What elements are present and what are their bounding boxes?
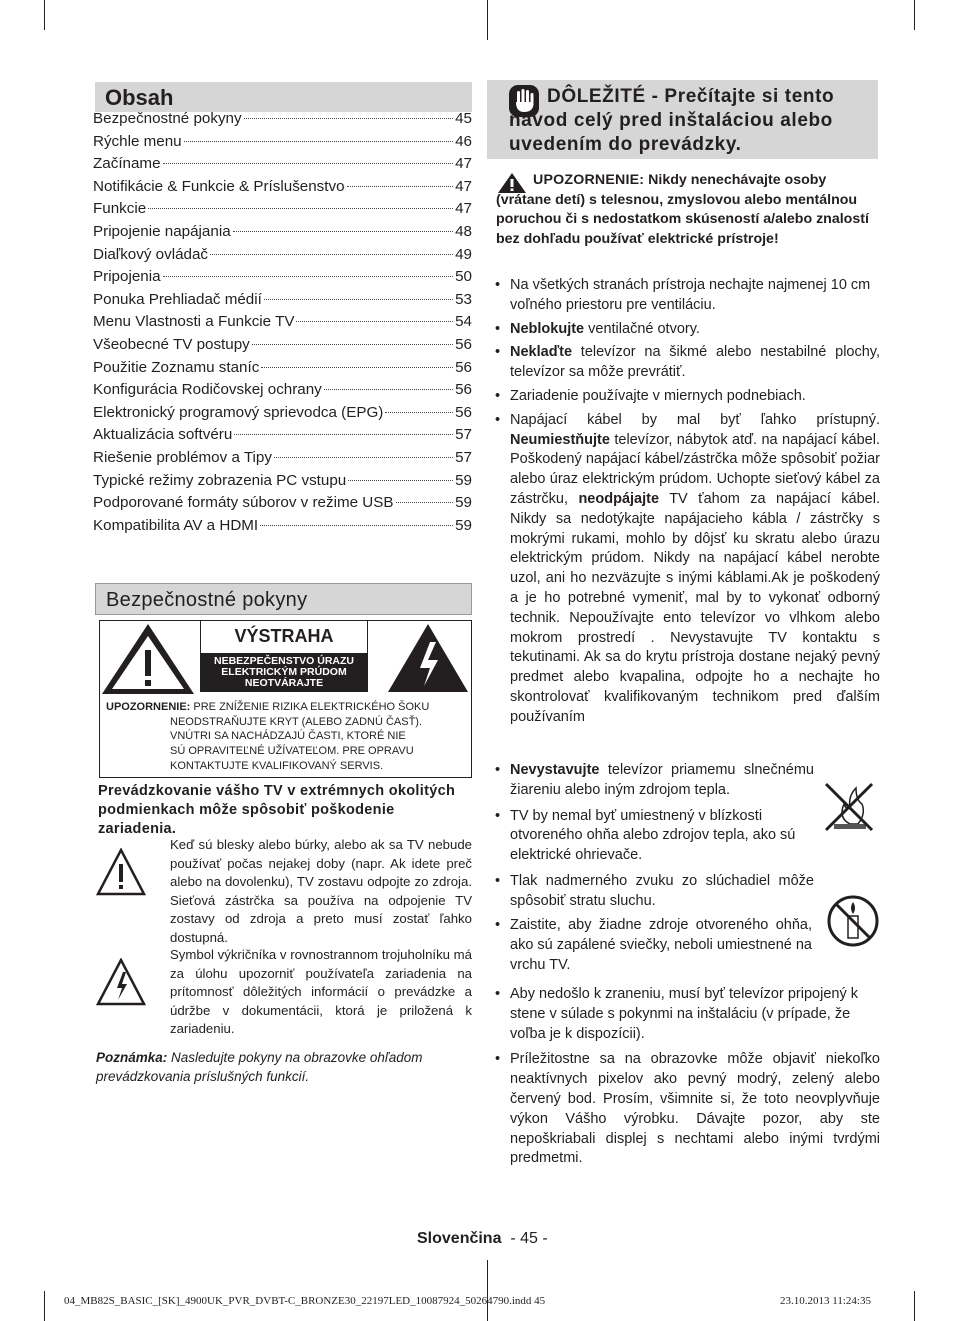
toc-entry-title: Kompatibilita AV a HDMI	[93, 516, 259, 534]
toc-entry-title: Diaľkový ovládač	[93, 245, 209, 263]
toc-entry-title: Aktualizácia softvéru	[93, 426, 233, 444]
list-item: • Príležitostne sa na obrazovke môže objaviť niekoľko neaktívnych pixelov ako pevný modrý, zelený alebo červený bod. Prosím, všimnite si, že toto neovplyvňuje výkon Vášho výrobku. Dávajte pozor, aby ste nepoškriabali displej s nechtami alebo inými tvrdými predmetmi.	[495, 1051, 880, 1167]
footer-language: Slovenčina	[417, 1230, 502, 1247]
danger-line: NEBEZPEČENSTVO ÚRAZU	[213, 655, 354, 667]
list-item: • Zariadenie používajte v miernych podnebiach.	[495, 387, 806, 404]
toc-entry[interactable]	[93, 266, 472, 289]
table-of-contents	[93, 108, 472, 537]
no-candle-icon	[826, 894, 880, 948]
danger-line: NEOTVÁRAJTE	[244, 677, 324, 689]
toc-entry[interactable]	[93, 402, 472, 425]
list-item: • Napájací kábel by mal byť ľahko prístupný. Neumiestňujte televízor, nábytok atď. na napájací kábel. Poškodený napájací kábel/zástrčka môže spôsobiť požiar alebo úraz elektrickým prúdom. Uchopte sieťový kábel za zástrčku, neodpájajte TV ťahom za napájací kábel. Nikdy sa nedotýkajte napájacieho kábla / zástrčky s mokrými rukami, mohlo by dôjsť ku skratu alebo úrazu elektrickým prúdom. Nikdy na napájací kábel nerobte uzol, ani ho nezväzujte s inými káblami.Ak je poškodený a je ho potrebné vymeniť, mal by to vykonať odborný technik. Nepoužívajte ento televízor vo vlhkom alebo mokrom prostredí . Nevystavujte TV kontaktu s tekutinami. Ak sa do krytu prístroja dostane nejaký pevný predmet alebo kvapalina, odpojte ho a nechajte ho skontrolovať kvalifikovaným technikom pred ďalším používaním	[495, 411, 880, 725]
crop-mark	[914, 0, 915, 30]
toc-entry-title: Menu Vlastnosti a Funkcie TV	[93, 313, 295, 331]
toc-entry-page: 57	[455, 448, 472, 466]
toc-entry[interactable]	[93, 108, 472, 131]
toc-entry-page: 45	[455, 110, 472, 127]
warning-title: VÝSTRAHA	[234, 626, 334, 646]
toc-entry-page: 54	[455, 313, 472, 331]
toc-entry[interactable]	[93, 244, 472, 267]
toc-entry-title: Podporované formáty súborov v režime USB	[93, 494, 394, 512]
toc-entry-page: 59	[455, 516, 472, 534]
toc-entry-page: 59	[455, 471, 472, 489]
toc-entry[interactable]	[93, 198, 472, 221]
toc-entry-page: 56	[455, 403, 472, 421]
list-item: • Aby nedošlo k zraneniu, musí byť televízor pripojený k stene v súlade s pokynmi na inštaláciu (v prípade, že voľba je k dispozícii).	[495, 986, 858, 1042]
toc-entry-page: 46	[455, 132, 472, 150]
toc-entry-page: 56	[455, 381, 472, 399]
toc-entry-title: Elektronický programový sprievodca (EPG)	[93, 403, 384, 421]
toc-entry-page: 57	[455, 426, 472, 444]
crop-mark	[44, 1291, 45, 1321]
toc-entry-title: Rýchle menu	[93, 132, 182, 150]
toc-entry-page: 47	[455, 177, 472, 195]
list-item: • Tlak nadmerného zvuku zo slúchadiel môže spôsobiť stratu sluchu.	[495, 872, 814, 909]
toc-entry-page: 49	[455, 245, 472, 263]
exclamation-triangle-icon	[96, 848, 146, 896]
toc-entry[interactable]	[93, 424, 472, 447]
page-number: - 45 -	[510, 1230, 548, 1247]
toc-entry-title: Typické režimy zobrazenia PC vstupu	[93, 471, 347, 489]
caution-line: PRE ZNÍŽENIE RIZIKA ELEKTRICKÉHO ŠOKU	[193, 701, 430, 713]
lightning-triangle-icon	[96, 958, 146, 1006]
crop-mark	[44, 0, 45, 30]
list-item: • Neblokujte ventilačné otvory.	[495, 320, 700, 337]
toc-entry-title: Začíname	[93, 155, 161, 173]
caution-line: SÚ OPRAVITEĽNÉ UŽÍVATEĽOM. PRE OPRAVU	[170, 745, 414, 758]
toc-entry-page: 47	[455, 155, 472, 173]
toc-heading: Obsah	[105, 85, 174, 110]
toc-entry-title: Pripojenie napájania	[93, 222, 231, 240]
list-item: • Neklaďte televízor na šikmé alebo nestabilné plochy, televízor sa môže prevrátiť.	[495, 344, 880, 381]
toc-entry-page: 56	[455, 335, 472, 353]
safety-list	[492, 985, 880, 1169]
safety-heading-bar	[95, 583, 472, 615]
crop-mark	[487, 0, 488, 40]
safety-list	[492, 276, 880, 728]
caution-text: Nikdy nenechávajte osoby (vrátane detí) s telesnou, zmyslovou alebo mentálnou poruchou či s nedostatkom skúseností a/alebo znalostí bez dohľadu používať elektrické prístroje!	[496, 172, 869, 247]
important-heading: DÔLEŽITÉ - Prečítajte si tento návod celý pred inštaláciou alebo uvedením do prevádzky.	[509, 86, 835, 155]
list-item: • Zaistite, aby žiadne zdroje otvoreného ohňa, ako sú zapálené sviečky, neboli umiestnené na vrchu TV.	[495, 917, 813, 973]
toc-entry-page: 50	[455, 268, 472, 286]
print-file-info: 04_MB82S_BASIC_[SK]_4900UK_PVR_DVBT-C_BRONZE30_22197LED_10087924_50264790.indd 45	[64, 1295, 546, 1307]
caution-line: KONTAKTUJTE KVALIFIKOVANÝ SERVIS.	[170, 759, 384, 772]
print-date-info: 23.10.2013 11:24:35	[780, 1295, 871, 1307]
danger-label	[201, 653, 367, 691]
toc-entry[interactable]	[93, 311, 472, 334]
toc-entry[interactable]	[93, 221, 472, 244]
caution-label: UPOZORNENIE:	[533, 172, 645, 188]
toc-entry[interactable]	[93, 289, 472, 312]
safety-heading: Bezpečnostné pokyny	[106, 589, 308, 611]
caution-line: VNÚTRI SA NACHÁDZAJÚ ČASTI, KTORÉ NIE	[170, 730, 406, 743]
lightning-triangle-icon	[386, 622, 470, 694]
toc-entry[interactable]	[93, 131, 472, 154]
toc-entry-title: Pripojenia	[93, 268, 161, 286]
crop-mark	[914, 1291, 915, 1321]
toc-entry-page: 48	[455, 222, 472, 240]
toc-entry-title: Ponuka Prehliadač médií	[93, 290, 262, 308]
note-text: Nasledujte pokyny na obrazovke ohľadom prevádzkovania príslušných funkcií.	[96, 1050, 423, 1084]
list-item: • TV by nemal byť umiestnený v blízkosti otvoreného ohňa alebo zdrojov tepla, ako sú elektrické ohrievače.	[495, 807, 796, 864]
list-item: • Na všetkých stranách prístroja nechajte najmenej 10 cm voľného priestoru pre ventiláciu.	[495, 277, 871, 313]
toc-entry[interactable]	[93, 334, 472, 357]
no-heat-source-icon	[820, 778, 878, 834]
toc-entry-title: Bezpečnostné pokyny	[93, 110, 242, 127]
toc-entry-title: Použitie Zoznamu staníc	[93, 358, 260, 376]
operating-conditions-heading: Prevádzkovanie vášho TV v extrémnych okolitých podmienkach môže spôsobiť poškodenie zariadenia.	[98, 783, 456, 837]
toc-entry-page: 59	[455, 494, 472, 512]
list-item: • Nevystavujte televízor priamemu slnečnému žiareniu alebo iným zdrojom tepla.	[495, 762, 814, 798]
toc-entry[interactable]	[93, 470, 472, 493]
safety-list	[492, 761, 814, 918]
symbol-paragraph: Symbol výkričníka v rovnostrannom trojuholníku má za úlohu upozorniť používateľa zariadenia na prítomnosť dôležitých informácií o prevádzke a údržbe v dokumentácii, ktorá je priložená k zariadeniu.	[170, 947, 472, 1037]
caution-label: UPOZORNENIE:	[106, 701, 191, 713]
toc-entry[interactable]	[93, 379, 472, 402]
warning-caution-text	[106, 700, 468, 774]
toc-entry-page: 53	[455, 290, 472, 308]
toc-entry-title: Konfigurácia Rodičovskej ochrany	[93, 381, 322, 399]
note-label: Poznámka:	[96, 1050, 168, 1065]
storm-paragraph: Keď sú blesky alebo búrky, alebo ak sa TV nebude používať počas nejakej doby (napr. Ak idete preč alebo na dovolenku), TV zostavu odpojte zo zdroja. Sieťová zástrčka sa používa na odpojenie TV zostavy od zdroja a preto musí zostať ľahko dostupná.	[170, 837, 472, 945]
toc-entry-title: Notifikácie & Funkcie & Príslušenstvo	[93, 177, 345, 195]
toc-entry-title: Všeobecné TV postupy	[93, 335, 250, 353]
toc-entry[interactable]	[93, 176, 472, 199]
toc-entry[interactable]	[93, 153, 472, 176]
toc-entry[interactable]	[93, 515, 472, 538]
exclamation-triangle-icon	[100, 622, 196, 698]
caution-heading	[496, 171, 878, 249]
page-footer	[417, 1230, 548, 1248]
danger-line: ELEKTRICKÝM PRÚDOM	[221, 666, 347, 678]
toc-entry-title: Funkcie	[93, 200, 147, 218]
safety-list	[492, 916, 812, 975]
toc-entry-page: 47	[455, 200, 472, 218]
crop-mark	[487, 1260, 488, 1321]
note-paragraph	[96, 1048, 474, 1086]
toc-entry[interactable]	[93, 492, 472, 515]
toc-entry[interactable]	[93, 357, 472, 380]
toc-entry-title: Riešenie problémov a Tipy	[93, 448, 272, 466]
toc-entry-page: 56	[455, 358, 472, 376]
caution-line: NEODSTRAŇUJTE KRYT (ALEBO ZADNÚ ČASŤ).	[170, 715, 423, 728]
toc-entry[interactable]	[93, 447, 472, 470]
